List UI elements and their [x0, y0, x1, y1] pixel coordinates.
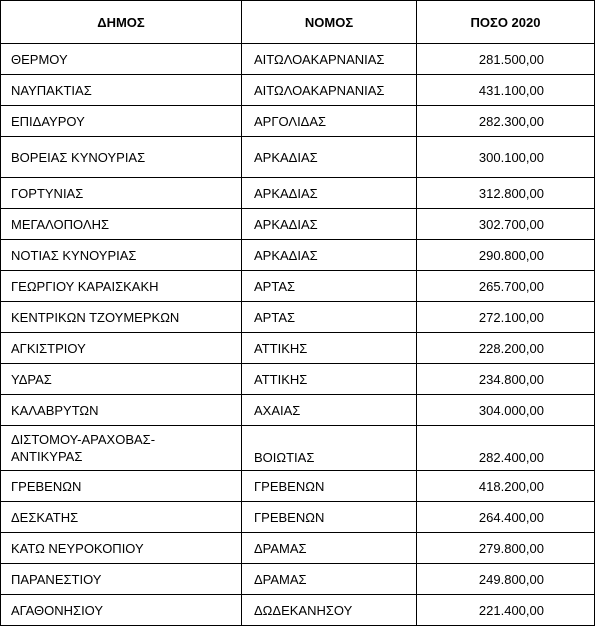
cell-nomos: ΓΡΕΒΕΝΩΝ: [242, 502, 417, 533]
cell-dimos: ΕΠΙΔΑΥΡΟΥ: [1, 106, 242, 137]
cell-dimos: ΒΟΡΕΙΑΣ ΚΥΝΟΥΡΙΑΣ: [1, 137, 242, 178]
cell-dimos: ΔΙΣΤΟΜΟΥ-ΑΡΑΧΟΒΑΣ-ΑΝΤΙΚΥΡΑΣ: [1, 426, 242, 471]
cell-nomos: ΔΩΔΕΚΑΝΗΣΟΥ: [242, 595, 417, 626]
cell-poso: 234.800,00: [417, 364, 595, 395]
cell-dimos: ΚΑΤΩ ΝΕΥΡΟΚΟΠΙΟΥ: [1, 533, 242, 564]
cell-dimos: ΥΔΡΑΣ: [1, 364, 242, 395]
cell-poso: 264.400,00: [417, 502, 595, 533]
cell-poso: 290.800,00: [417, 240, 595, 271]
cell-nomos: ΑΡΤΑΣ: [242, 302, 417, 333]
cell-dimos: ΚΑΛΑΒΡΥΤΩΝ: [1, 395, 242, 426]
header-dimos: ΔΗΜΟΣ: [1, 1, 242, 44]
cell-nomos: ΓΡΕΒΕΝΩΝ: [242, 471, 417, 502]
cell-poso: 279.800,00: [417, 533, 595, 564]
cell-dimos: ΑΓΑΘΟΝΗΣΙΟΥ: [1, 595, 242, 626]
table-row: [1, 595, 595, 626]
table-row: [1, 333, 595, 364]
header-nomos: ΝΟΜΟΣ: [242, 1, 417, 44]
table-row: [1, 564, 595, 595]
cell-nomos: ΑΙΤΩΛΟΑΚΑΡΝΑΝΙΑΣ: [242, 75, 417, 106]
cell-dimos: ΠΑΡΑΝΕΣΤΙΟΥ: [1, 564, 242, 595]
cell-poso: 300.100,00: [417, 137, 595, 178]
cell-poso: 249.800,00: [417, 564, 595, 595]
cell-dimos: ΝΟΤΙΑΣ ΚΥΝΟΥΡΙΑΣ: [1, 240, 242, 271]
table-row: [1, 533, 595, 564]
cell-nomos: ΑΡΚΑΔΙΑΣ: [242, 209, 417, 240]
cell-nomos: ΑΡΤΑΣ: [242, 271, 417, 302]
cell-nomos: ΑΤΤΙΚΗΣ: [242, 364, 417, 395]
table-row: [1, 302, 595, 333]
cell-nomos: ΑΡΚΑΔΙΑΣ: [242, 137, 417, 178]
table-row: [1, 209, 595, 240]
cell-poso: 304.000,00: [417, 395, 595, 426]
cell-poso: 282.300,00: [417, 106, 595, 137]
table-row: [1, 426, 595, 471]
cell-nomos: ΒΟΙΩΤΙΑΣ: [242, 426, 417, 471]
cell-dimos: ΘΕΡΜΟΥ: [1, 44, 242, 75]
cell-poso: 282.400,00: [417, 426, 595, 471]
cell-poso: 418.200,00: [417, 471, 595, 502]
cell-nomos: ΔΡΑΜΑΣ: [242, 564, 417, 595]
cell-dimos: ΝΑΥΠΑΚΤΙΑΣ: [1, 75, 242, 106]
cell-dimos: ΓΕΩΡΓΙΟΥ ΚΑΡΑΙΣΚΑΚΗ: [1, 271, 242, 302]
table-row: [1, 271, 595, 302]
cell-poso: 272.100,00: [417, 302, 595, 333]
table-row: [1, 471, 595, 502]
header-row: [1, 1, 595, 44]
cell-poso: 312.800,00: [417, 178, 595, 209]
cell-poso: 228.200,00: [417, 333, 595, 364]
cell-poso: 302.700,00: [417, 209, 595, 240]
table-row: [1, 364, 595, 395]
cell-nomos: ΑΙΤΩΛΟΑΚΑΡΝΑΝΙΑΣ: [242, 44, 417, 75]
cell-nomos: ΑΡΚΑΔΙΑΣ: [242, 240, 417, 271]
cell-dimos: ΔΕΣΚΑΤΗΣ: [1, 502, 242, 533]
table-row: [1, 502, 595, 533]
header-poso: ΠΟΣΟ 2020: [417, 1, 595, 44]
table-row: [1, 137, 595, 178]
cell-poso: 281.500,00: [417, 44, 595, 75]
table-row: [1, 178, 595, 209]
table-row: [1, 395, 595, 426]
cell-dimos: ΜΕΓΑΛΟΠΟΛΗΣ: [1, 209, 242, 240]
cell-poso: 221.400,00: [417, 595, 595, 626]
table-row: [1, 75, 595, 106]
table-row: [1, 106, 595, 137]
cell-nomos: ΑΡΓΟΛΙΔΑΣ: [242, 106, 417, 137]
cell-nomos: ΑΤΤΙΚΗΣ: [242, 333, 417, 364]
cell-nomos: ΑΧΑΙΑΣ: [242, 395, 417, 426]
table-row: [1, 44, 595, 75]
cell-nomos: ΔΡΑΜΑΣ: [242, 533, 417, 564]
table-row: [1, 240, 595, 271]
cell-poso: 265.700,00: [417, 271, 595, 302]
cell-dimos: ΚΕΝΤΡΙΚΩΝ ΤΖΟΥΜΕΡΚΩΝ: [1, 302, 242, 333]
cell-dimos: ΑΓΚΙΣΤΡΙΟΥ: [1, 333, 242, 364]
cell-nomos: ΑΡΚΑΔΙΑΣ: [242, 178, 417, 209]
cell-dimos: ΓΟΡΤΥΝΙΑΣ: [1, 178, 242, 209]
cell-poso: 431.100,00: [417, 75, 595, 106]
cell-dimos: ΓΡΕΒΕΝΩΝ: [1, 471, 242, 502]
